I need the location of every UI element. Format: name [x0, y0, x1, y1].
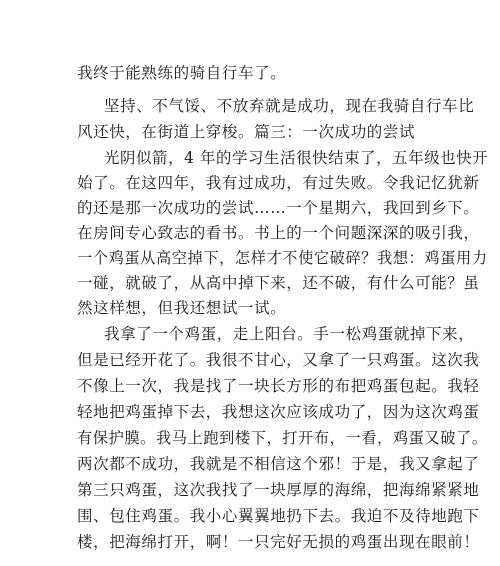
text-line: 始了。在这四年，我有过成功，有过失败。令我记忆犹新 — [77, 174, 480, 192]
text-line: 我终于能熟练的骑自行车了。 — [77, 64, 287, 82]
paragraph-start-line: 我拿了一个鸡蛋，走上阳台。手一松鸡蛋就掉下来， — [104, 325, 475, 343]
text-line: 第三只鸡蛋，这次我找了一块厚厚的海绵，把海绵紧紧地 — [77, 481, 480, 499]
text-line: 两次都不成功，我就是不相信这个邪！于是，我又拿起了 — [77, 455, 480, 473]
text-line: 楼，把海绵打开，啊！一只完好无损的鸡蛋出现在眼前！ — [77, 533, 480, 551]
text-line: 不像上一次，我是找了一块长方形的布把鸡蛋包起。我轻 — [77, 377, 480, 395]
text-line: 风还快，在街道上穿梭。篇三：一次成功的尝试 — [77, 123, 416, 141]
paragraph-start-line: 光阴似箭，4 年的学习生活很快结束了，五年级也快开 — [104, 149, 489, 167]
text-line: 围、包住鸡蛋。我小心翼翼地扔下去。我迫不及待地跑下 — [77, 507, 480, 525]
text-line: 轻地把鸡蛋掉下去，我想这次应该成功了，因为这次鸡蛋 — [77, 403, 480, 421]
text-line: 在房间专心致志的看书。书上的一个问题深深的吸引我， — [77, 224, 480, 242]
text-line: 的还是那一次成功的尝试……一个星期六，我回到乡下。 — [77, 199, 480, 217]
text-line: 但是已经开花了。我很不甘心，又拿了一只鸡蛋。这次我 — [77, 351, 480, 369]
paragraph-start-line: 坚持、不气馁、不放弃就是成功，现在我骑自行车比 — [104, 97, 475, 115]
text-line: 然这样想，但我还想试一试。 — [77, 299, 287, 317]
text-line: 有保护膜。我马上跑到楼下，打开布，一看，鸡蛋又破了。 — [77, 429, 488, 447]
text-line: 一碰，就破了，从高中掉下来，还不破，有什么可能？虽 — [77, 274, 480, 292]
text-line: 一个鸡蛋从高空掉下，怎样才不使它破碎？我想：鸡蛋用力 — [77, 249, 488, 267]
